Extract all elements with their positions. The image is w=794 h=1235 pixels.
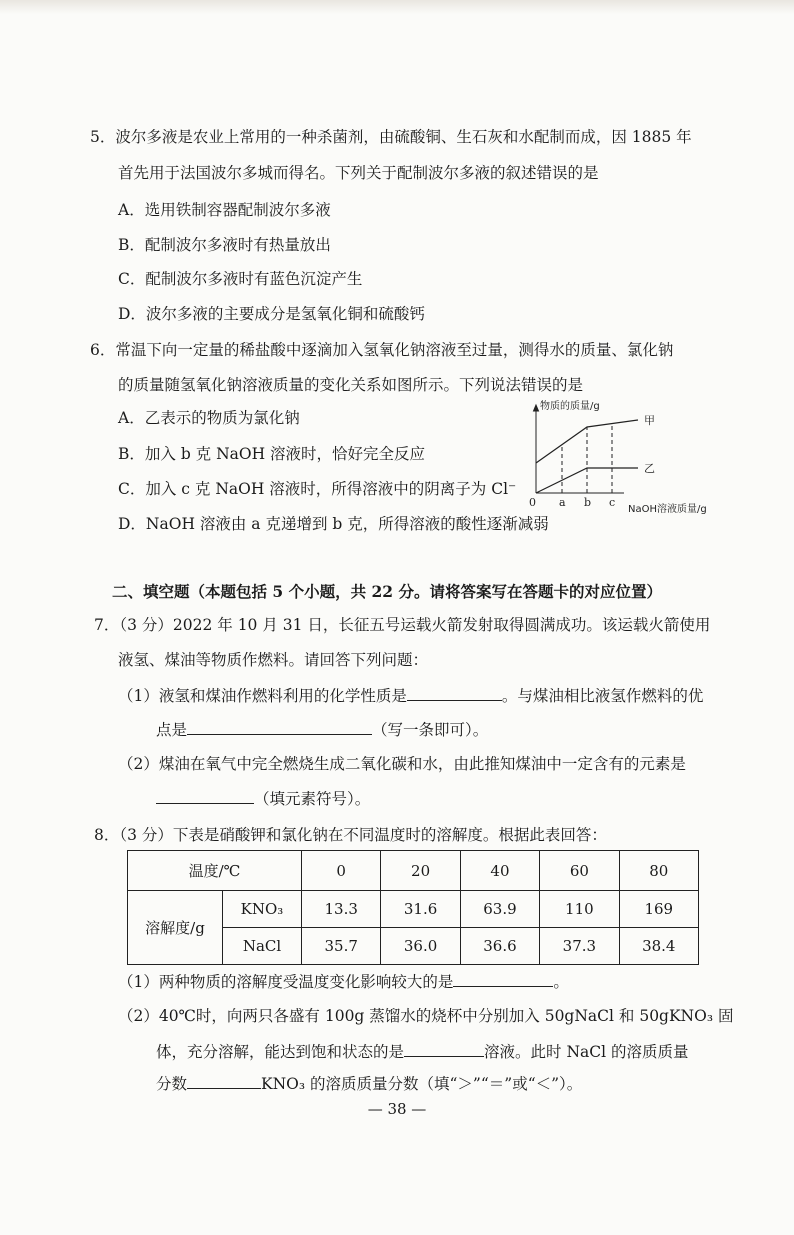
q8-part2-line1: （2）40℃时，向两只各盛有 100g 蒸馏水的烧杯中分别加入 50gNaCl 和 50gKNO₃ 固 [118,1007,734,1025]
table-row-kno3 [128,891,699,928]
q5-stem-line2: 首先用于法国波尔多城而得名。下列关于配制波尔多液的叙述错误的是 [118,164,599,182]
q6-stem-line1: 6．常温下向一定量的稀盐酸中逐滴加入氢氧化钠溶液至过量，测得水的质量、氯化钠 [90,341,674,359]
temp-cell: 0 [302,851,381,891]
temp-cell: 40 [460,851,539,891]
table-cell: 36.6 [460,928,539,965]
q8-p2-text-c: 溶液。此时 NaCl 的溶质质量 [484,1043,689,1061]
table-header-row [128,851,699,891]
q8-p2-text-b: 体，充分溶解，能达到饱和状态的是 [156,1043,405,1061]
q5-option-c: C．配制波尔多液时有蓝色沉淀产生 [118,270,363,288]
temp-cell: 60 [540,851,619,891]
q8-p2-text-d: 分数 [156,1075,188,1093]
nacl-label-cell: NaCl [223,928,302,965]
solubility-table [127,850,699,965]
series-label: 乙 [644,462,655,475]
q7-blank-1[interactable] [407,684,502,701]
table-cell: 35.7 [302,928,381,965]
table-cell: 36.0 [381,928,460,965]
x-tick-label: a [559,496,566,509]
q5-option-d: D．波尔多液的主要成分是氢氧化铜和硫酸钙 [118,305,425,323]
scan-edge [0,0,794,14]
q6-option-b: B．加入 b 克 NaOH 溶液时，恰好完全反应 [118,445,426,463]
q6-stem-line2: 的质量随氢氧化钠溶液质量的变化关系如图所示。下列说法错误的是 [118,376,584,394]
page-number: — 38 — [367,1100,427,1118]
table-cell: 169 [619,891,698,928]
table-cell: 38.4 [619,928,698,965]
x-axis-label: NaOH溶液质量/g [628,504,707,515]
q8-part1 [118,970,569,993]
q7-blank-2[interactable] [187,718,372,735]
q8-blank-3[interactable] [187,1072,261,1089]
q6-mass-chart [526,396,726,518]
q7-part2-line1: （2）煤油在氧气中完全燃烧生成二氧化碳和水，由此推知煤油中一定含有的元素是 [118,755,686,773]
table-cell: 31.6 [381,891,460,928]
temp-label-cell: 温度/℃ [128,851,302,891]
kno3-label-cell: KNO₃ [223,891,302,928]
q7-p1-text-c: 点是 [156,721,188,739]
q6-option-c: C．加入 c 克 NaOH 溶液时，所得溶液中的阴离子为 Cl⁻ [118,480,517,498]
series-label: 甲 [644,414,655,427]
q8-p1-text-a: （1）两种物质的溶解度受温度变化影响较大的是 [118,973,454,991]
section2-heading: 二、填空题（本题包括 5 个小题，共 22 分。请将答案写在答题卡的对应位置） [112,582,662,601]
x-tick-label: 0 [529,496,536,509]
q5-option-b: B．配制波尔多液时有热量放出 [118,236,331,254]
q7-stem-line2: 液氢、煤油等物质作燃料。请回答下列问题： [118,651,429,669]
q5-option-a: A．选用铁制容器配制波尔多液 [118,201,331,219]
q7-p1-text-d: （写一条即可）。 [372,721,489,739]
q7-blank-3[interactable] [156,787,254,804]
table-cell: 63.9 [460,891,539,928]
table-cell: 37.3 [540,928,619,965]
x-tick-label: c [609,496,616,509]
q7-stem-line1: 7．（3 分）2022 年 10 月 31 日，长征五号运载火箭发射取得圆满成功。该运载火箭使用 [94,616,711,634]
q8-blank-1[interactable] [453,970,553,987]
q7-part2-line2 [156,787,370,810]
y-axis-arrow [534,405,539,411]
temp-cell: 20 [381,851,460,891]
temp-cell: 80 [619,851,698,891]
q8-p1-text-b: 。 [553,973,569,991]
q8-p2-text-e: KNO₃ 的溶质质量分数（填“＞”“＝”或“＜”）。 [261,1075,583,1093]
q7-p2-text-b: （填元素符号）。 [254,790,371,808]
q7-part1-line2 [156,718,488,741]
q7-p1-text-b: 。与煤油相比液氢作燃料的优 [501,687,704,705]
q6-option-a: A．乙表示的物质为氯化钠 [118,409,300,427]
q8-part2-line2 [156,1040,689,1063]
q8-part2-line3 [156,1072,582,1095]
q5-stem-line1: 5．波尔多液是农业上常用的一种杀菌剂，由硫酸铜、生石灰和水配制而成，因 1885 年 [90,128,692,146]
q7-part1-line1 [118,684,703,707]
q8-stem: 8．（3 分）下表是硝酸钾和氯化钠在不同温度时的溶解度。根据此表回答： [94,826,607,844]
q8-blank-2[interactable] [404,1040,484,1057]
table-cell: 110 [540,891,619,928]
table-cell: 13.3 [302,891,381,928]
y-axis-label: 物质的质量/g [540,401,600,412]
q6-option-d: D．NaOH 溶液由 a 克递增到 b 克，所得溶液的酸性逐渐减弱 [118,515,549,533]
q7-p1-text-a: （1）液氢和煤油作燃料利用的化学性质是 [118,687,407,705]
x-tick-label: b [584,496,592,509]
solubility-label-cell: 溶解度/g [128,891,223,965]
